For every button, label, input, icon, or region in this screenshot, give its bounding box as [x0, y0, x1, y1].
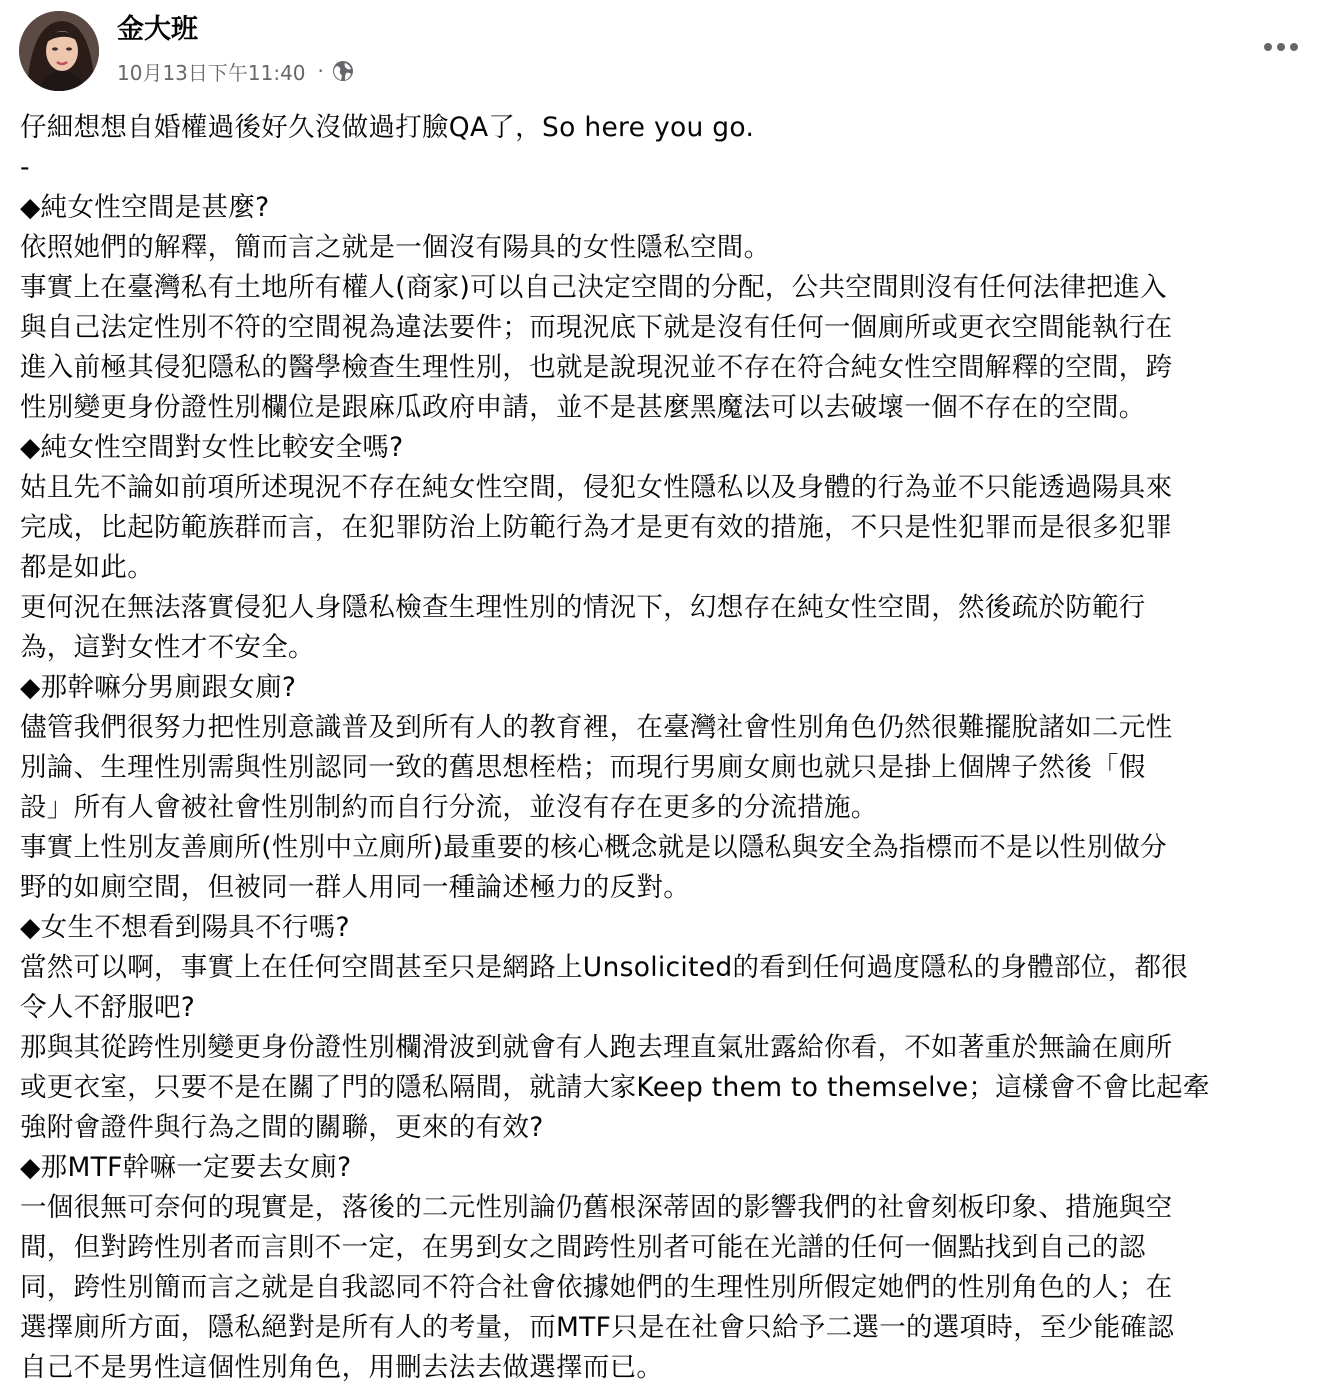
post-text-line: ◆那MTF幹嘛一定要去女廁?	[20, 1152, 352, 1183]
post-text-line: 同，跨性別簡而言之就是自我認同不符合社會依據她們的生理性別所假定她們的性別角色的人；在	[20, 1272, 1173, 1303]
post-text-line: 事實上在臺灣私有土地所有權人(商家)可以自己決定空間的分配，公共空間則沒有任何法律把進入	[20, 272, 1167, 303]
meta-separator: ·	[317, 59, 324, 83]
post-text-line: 令人不舒服吧?	[20, 992, 196, 1023]
post-text-line: 事實上性別友善廁所(性別中立廁所)最重要的核心概念就是以隱私與安全為指標而不是以性別做分	[20, 832, 1167, 863]
post-text-line: 儘管我們很努力把性別意識普及到所有人的教育裡，在臺灣社會性別角色仍然很難擺脫諸如二元性	[20, 712, 1173, 743]
post-body	[20, 108, 1312, 1388]
post-text-line: 更何況在無法落實侵犯人身隱私檢查生理性別的情況下，幻想存在純女性空間，然後疏於防範行	[20, 592, 1146, 623]
post-text-line: 設」所有人會被社會性別制約而自行分流，並沒有存在更多的分流措施。	[20, 792, 878, 823]
post-text-line: 依照她們的解釋，簡而言之就是一個沒有陽具的女性隱私空間。	[20, 232, 771, 263]
post-text-line: 那與其從跨性別變更身份證性別欄滑波到就會有人跑去理直氣壯露給你看，不如著重於無論在廁所	[20, 1032, 1173, 1063]
post-text-line: ◆女生不想看到陽具不行嗎?	[20, 912, 350, 943]
more-options-icon[interactable]	[1256, 30, 1306, 64]
post-text-line: 完成，比起防範族群而言，在犯罪防治上防範行為才是更有效的措施，不只是性犯罪而是很多犯罪	[20, 512, 1173, 543]
post-text-line: 都是如此。	[20, 552, 154, 583]
post-text-line: 進入前極其侵犯隱私的醫學檢查生理性別，也就是說現況並不存在符合純女性空間解釋的空間，跨	[20, 352, 1173, 383]
post-text-line: ◆那幹嘛分男廁跟女廁?	[20, 672, 297, 703]
post-text-line: 強附會證件與行為之間的關聯，更來的有效?	[20, 1112, 544, 1143]
post-text-line: 間，但對跨性別者而言則不一定，在男到女之間跨性別者可能在光譜的任何一個點找到自己的認	[20, 1232, 1146, 1263]
post-header	[0, 0, 1320, 100]
post-text-line: 仔細想想自婚權過後好久沒做過打臉QA了，So here you go.	[20, 112, 755, 143]
post-text-line: -	[20, 152, 30, 183]
post-text-line: 自己不是男性這個性別角色，用刪去法去做選擇而已。	[20, 1352, 664, 1383]
author-name[interactable]: 金大班	[117, 14, 198, 45]
post-text-line: 為，這對女性才不安全。	[20, 632, 315, 663]
post-meta	[117, 56, 355, 86]
post-text-line: 姑且先不論如前項所述現況不存在純女性空間，侵犯女性隱私以及身體的行為並不只能透過陽具來	[20, 472, 1173, 503]
post-text-line: 野的如廁空間，但被同一群人用同一種論述極力的反對。	[20, 872, 690, 903]
avatar-image	[19, 11, 99, 91]
author-avatar[interactable]	[19, 11, 99, 91]
post-text-line: 一個很無可奈何的現實是，落後的二元性別論仍舊根深蒂固的影響我們的社會刻板印象、措施與空	[20, 1192, 1173, 1223]
post-text-line: 與自己法定性別不符的空間視為違法要件；而現況底下就是沒有任何一個廁所或更衣空間能執行在	[20, 312, 1173, 343]
post-text-line: 當然可以啊，事實上在任何空間甚至只是網路上Unsolicited的看到任何過度隱私的身體部位，都很	[20, 952, 1189, 983]
post-text-line: 性別變更身份證性別欄位是跟麻瓜政府申請，並不是甚麼黑魔法可以去破壞一個不存在的空間。	[20, 392, 1146, 423]
post-text-line: 選擇廁所方面，隱私絕對是所有人的考量，而MTF只是在社會只給予二選一的選項時，至少能確認	[20, 1312, 1174, 1343]
post-text-line: ◆純女性空間對女性比較安全嗎?	[20, 432, 404, 463]
post-text-line: 或更衣室，只要不是在關了門的隱私隔間，就請大家Keep them to themselve；這樣會不會比起牽	[20, 1072, 1210, 1103]
post-timestamp[interactable]: 10月13日下午11:40	[117, 60, 306, 85]
globe-icon[interactable]	[331, 59, 355, 83]
post-text-line: ◆純女性空間是甚麼?	[20, 192, 270, 223]
post-text-line: 別論、生理性別需與性別認同一致的舊思想桎梏；而現行男廁女廁也就只是掛上個牌子然後「假	[20, 752, 1146, 783]
